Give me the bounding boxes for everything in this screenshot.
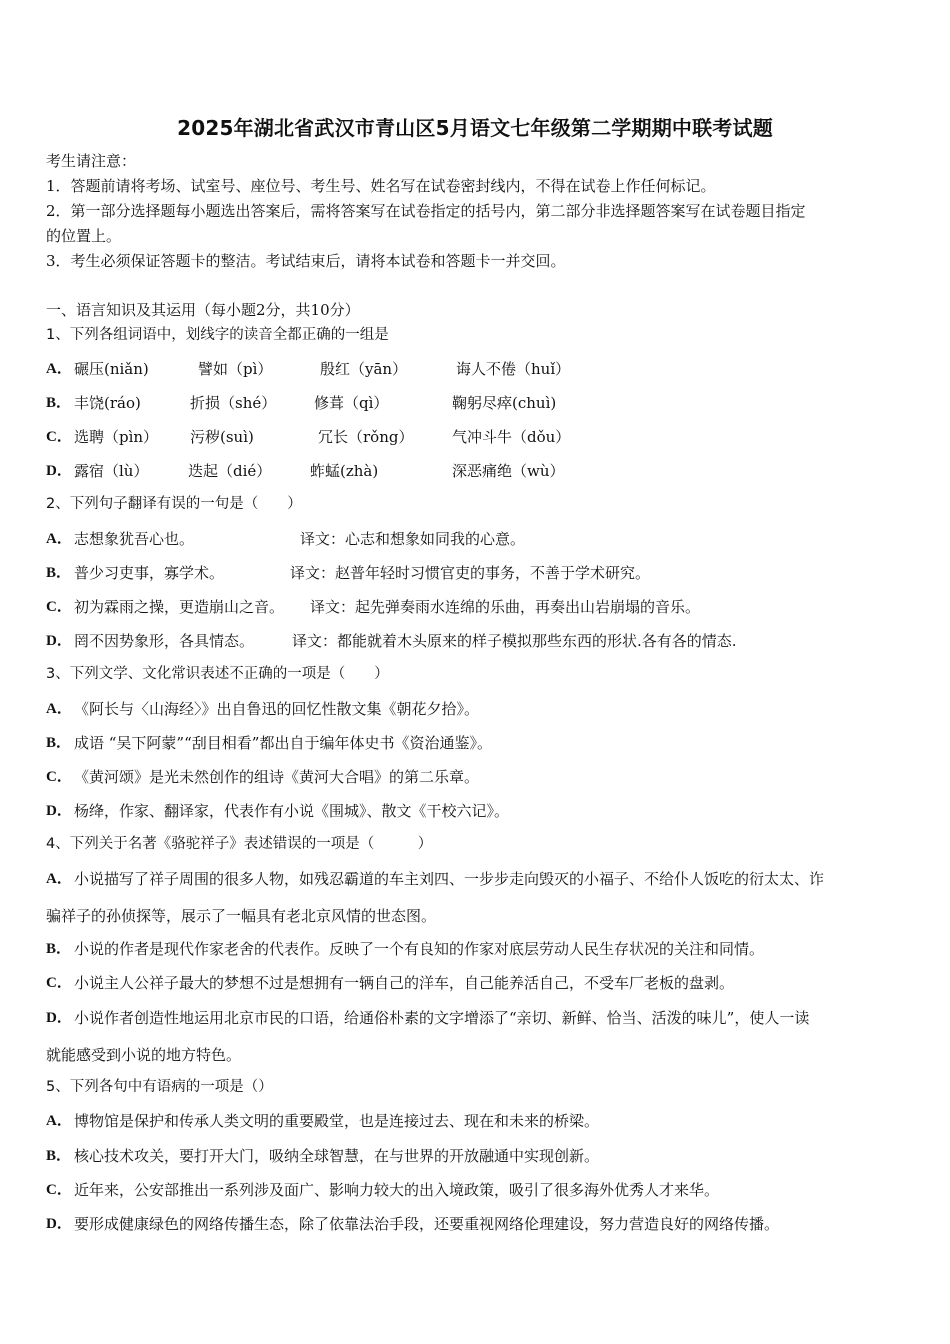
option-label: B．	[46, 565, 72, 581]
question-2-stem: 2、下列句子翻译有误的一句是（ ）	[46, 496, 302, 512]
q5-option-b	[46, 1145, 906, 1167]
option-label: C．	[46, 1182, 72, 1198]
option-text: 近年来，公安部推出一系列涉及面广、影响力较大的出入境政策，吸引了很多海外优秀人才来华。	[74, 1181, 720, 1199]
word: 碾压(niǎn)	[74, 360, 149, 378]
option-label: B．	[46, 395, 72, 411]
option-label: A．	[46, 871, 72, 887]
q4-option-c	[46, 972, 906, 994]
option-label: A．	[46, 531, 72, 547]
option-label: B．	[46, 735, 72, 751]
q2-option-b	[46, 562, 906, 584]
word: 深恶痛绝（wù）	[452, 462, 565, 480]
word: 诲人不倦（huǐ）	[456, 360, 571, 378]
q2-option-c	[46, 596, 906, 618]
option-text: 小说作者创造性地运用北京市民的口语，给通俗朴素的文字增添了“亲切、新鲜、恰当、活泼的味儿”，使人一读	[74, 1009, 810, 1027]
option-label: D．	[46, 1216, 72, 1232]
q3-option-b	[46, 732, 906, 754]
q4-option-a-line1	[46, 868, 906, 890]
option-label: B．	[46, 941, 72, 957]
translation: 译文：心志和想象如同我的心意。	[300, 530, 526, 548]
q4-option-d-line2	[46, 1044, 906, 1066]
notice-item-1: 1．答题前请将考场、试室号、座位号、考生号、姓名写在试卷密封线内，不得在试卷上作任何标记。	[46, 177, 716, 195]
option-label: A．	[46, 1113, 72, 1129]
original-sentence: 普少习吏事，寡学术。	[74, 564, 225, 582]
word: 譬如（pì）	[198, 360, 273, 378]
word: 选聘（pìn）	[74, 428, 159, 446]
word: 冗长（rǒng）	[318, 428, 414, 446]
option-text: 小说主人公祥子最大的梦想不过是想拥有一辆自己的洋车，自己能养活自己，不受车厂老板的盘剥。	[74, 974, 735, 992]
option-label: D．	[46, 803, 72, 819]
word: 殷红（yān）	[320, 360, 408, 378]
q1-option-b	[46, 392, 906, 414]
word: 丰饶(ráo)	[74, 394, 141, 412]
q4-option-b	[46, 938, 906, 960]
word: 污秽(suì)	[190, 428, 254, 446]
question-4-stem: 4、下列关于名著《骆驼祥子》表述错误的一项是（ ）	[46, 836, 433, 852]
question-5-stem: 5、下列各句中有语病的一项是（）	[46, 1079, 273, 1095]
question-3-stem: 3、下列文学、文化常识表述不正确的一项是（ ）	[46, 666, 389, 682]
q5-option-d	[46, 1213, 906, 1235]
q4-option-d-line1	[46, 1007, 906, 1029]
notice-item-3: 3．考生必须保证答题卡的整洁。考试结束后，请将本试卷和答题卡一并交回。	[46, 252, 566, 270]
q4-option-a-line2	[46, 905, 906, 927]
section-heading: 一、语言知识及其运用（每小题2分，共10分）	[46, 301, 360, 319]
question-1-stem: 1、下列各组词语中，划线字的读音全都正确的一组是	[46, 327, 389, 343]
option-text: 成语 “吴下阿蒙”“刮目相看”都出自于编年体史书《资治通鉴》。	[74, 734, 492, 752]
notice-item-2: 2．第一部分选择题每小题选出答案后，需将答案写在试卷指定的括号内，第二部分非选择题答案写在试卷题目指定	[46, 202, 806, 220]
translation: 译文：都能就着木头原来的样子模拟那些东西的形状.各有各的情态.	[292, 632, 737, 650]
q3-option-d	[46, 800, 906, 822]
q1-option-a	[46, 358, 906, 380]
q3-option-c	[46, 766, 906, 788]
notice-item-2-cont: 的位置上。	[46, 227, 122, 245]
original-sentence: 罔不因势象形，各具情态。	[74, 632, 255, 650]
option-label: C．	[46, 429, 72, 445]
original-sentence: 初为霖雨之操，更造崩山之音。	[74, 598, 285, 616]
word: 鞠躬尽瘁(chuì)	[452, 394, 557, 412]
option-text-cont: 骗祥子的孙侦探等，展示了一幅具有老北京风情的世态图。	[46, 907, 437, 925]
option-label: D．	[46, 463, 72, 479]
option-label: C．	[46, 769, 72, 785]
word: 蚱蜢(zhà)	[310, 462, 379, 480]
option-label: A．	[46, 701, 72, 717]
option-label: C．	[46, 975, 72, 991]
notice-heading: 考生请注意：	[46, 152, 137, 170]
q3-option-a	[46, 698, 906, 720]
exam-title: 2025年湖北省武汉市青山区5月语文七年级第二学期期中联考试题	[177, 116, 773, 140]
word: 修葺（qì）	[314, 394, 389, 412]
option-text: 杨绛，作家、翻译家，代表作有小说《围城》、散文《干校六记》。	[74, 802, 510, 820]
option-label: D．	[46, 633, 72, 649]
word: 折损（shé）	[190, 394, 277, 412]
option-text: 博物馆是保护和传承人类文明的重要殿堂，也是连接过去、现在和未来的桥梁。	[74, 1112, 600, 1130]
option-label: D．	[46, 1010, 72, 1026]
option-label: B．	[46, 1148, 72, 1164]
q5-option-a	[46, 1110, 906, 1132]
q2-option-d	[46, 630, 906, 652]
q2-option-a	[46, 528, 906, 550]
option-text: 《黄河颂》是光未然创作的组诗《黄河大合唱》的第二乐章。	[74, 768, 480, 786]
option-text: 《阿长与〈山海经〉》出自鲁迅的回忆性散文集《朝花夕拾》。	[74, 700, 480, 718]
translation: 译文：起先弹奏雨水连绵的乐曲，再奏出山岩崩塌的音乐。	[310, 598, 701, 616]
q1-option-d	[46, 460, 906, 482]
original-sentence: 志想象犹吾心也。	[74, 530, 195, 548]
word: 露宿（lù）	[74, 462, 149, 480]
option-text: 要形成健康绿色的网络传播生态，除了依靠法治手段，还要重视网络伦理建设，努力营造良好的网络传播。	[74, 1215, 780, 1233]
q1-option-c	[46, 426, 906, 448]
option-text: 小说的作者是现代作家老舍的代表作。反映了一个有良知的作家对底层劳动人民生存状况的关注和同情。	[74, 940, 765, 958]
q5-option-c	[46, 1179, 906, 1201]
option-label: A．	[46, 361, 72, 377]
option-label: C．	[46, 599, 72, 615]
option-text: 小说描写了祥子周围的很多人物，如残忍霸道的车主刘四、一步步走向毁灭的小福子、不给仆人饭吃的衍太太、诈	[74, 870, 825, 888]
word: 迭起（dié）	[188, 462, 272, 480]
word: 气冲斗牛（dǒu）	[452, 428, 571, 446]
option-text-cont: 就能感受到小说的地方特色。	[46, 1046, 242, 1064]
option-text: 核心技术攻关，要打开大门，吸纳全球智慧，在与世界的开放融通中实现创新。	[74, 1147, 600, 1165]
translation: 译文：赵普年轻时习惯官吏的事务，不善于学术研究。	[290, 564, 651, 582]
